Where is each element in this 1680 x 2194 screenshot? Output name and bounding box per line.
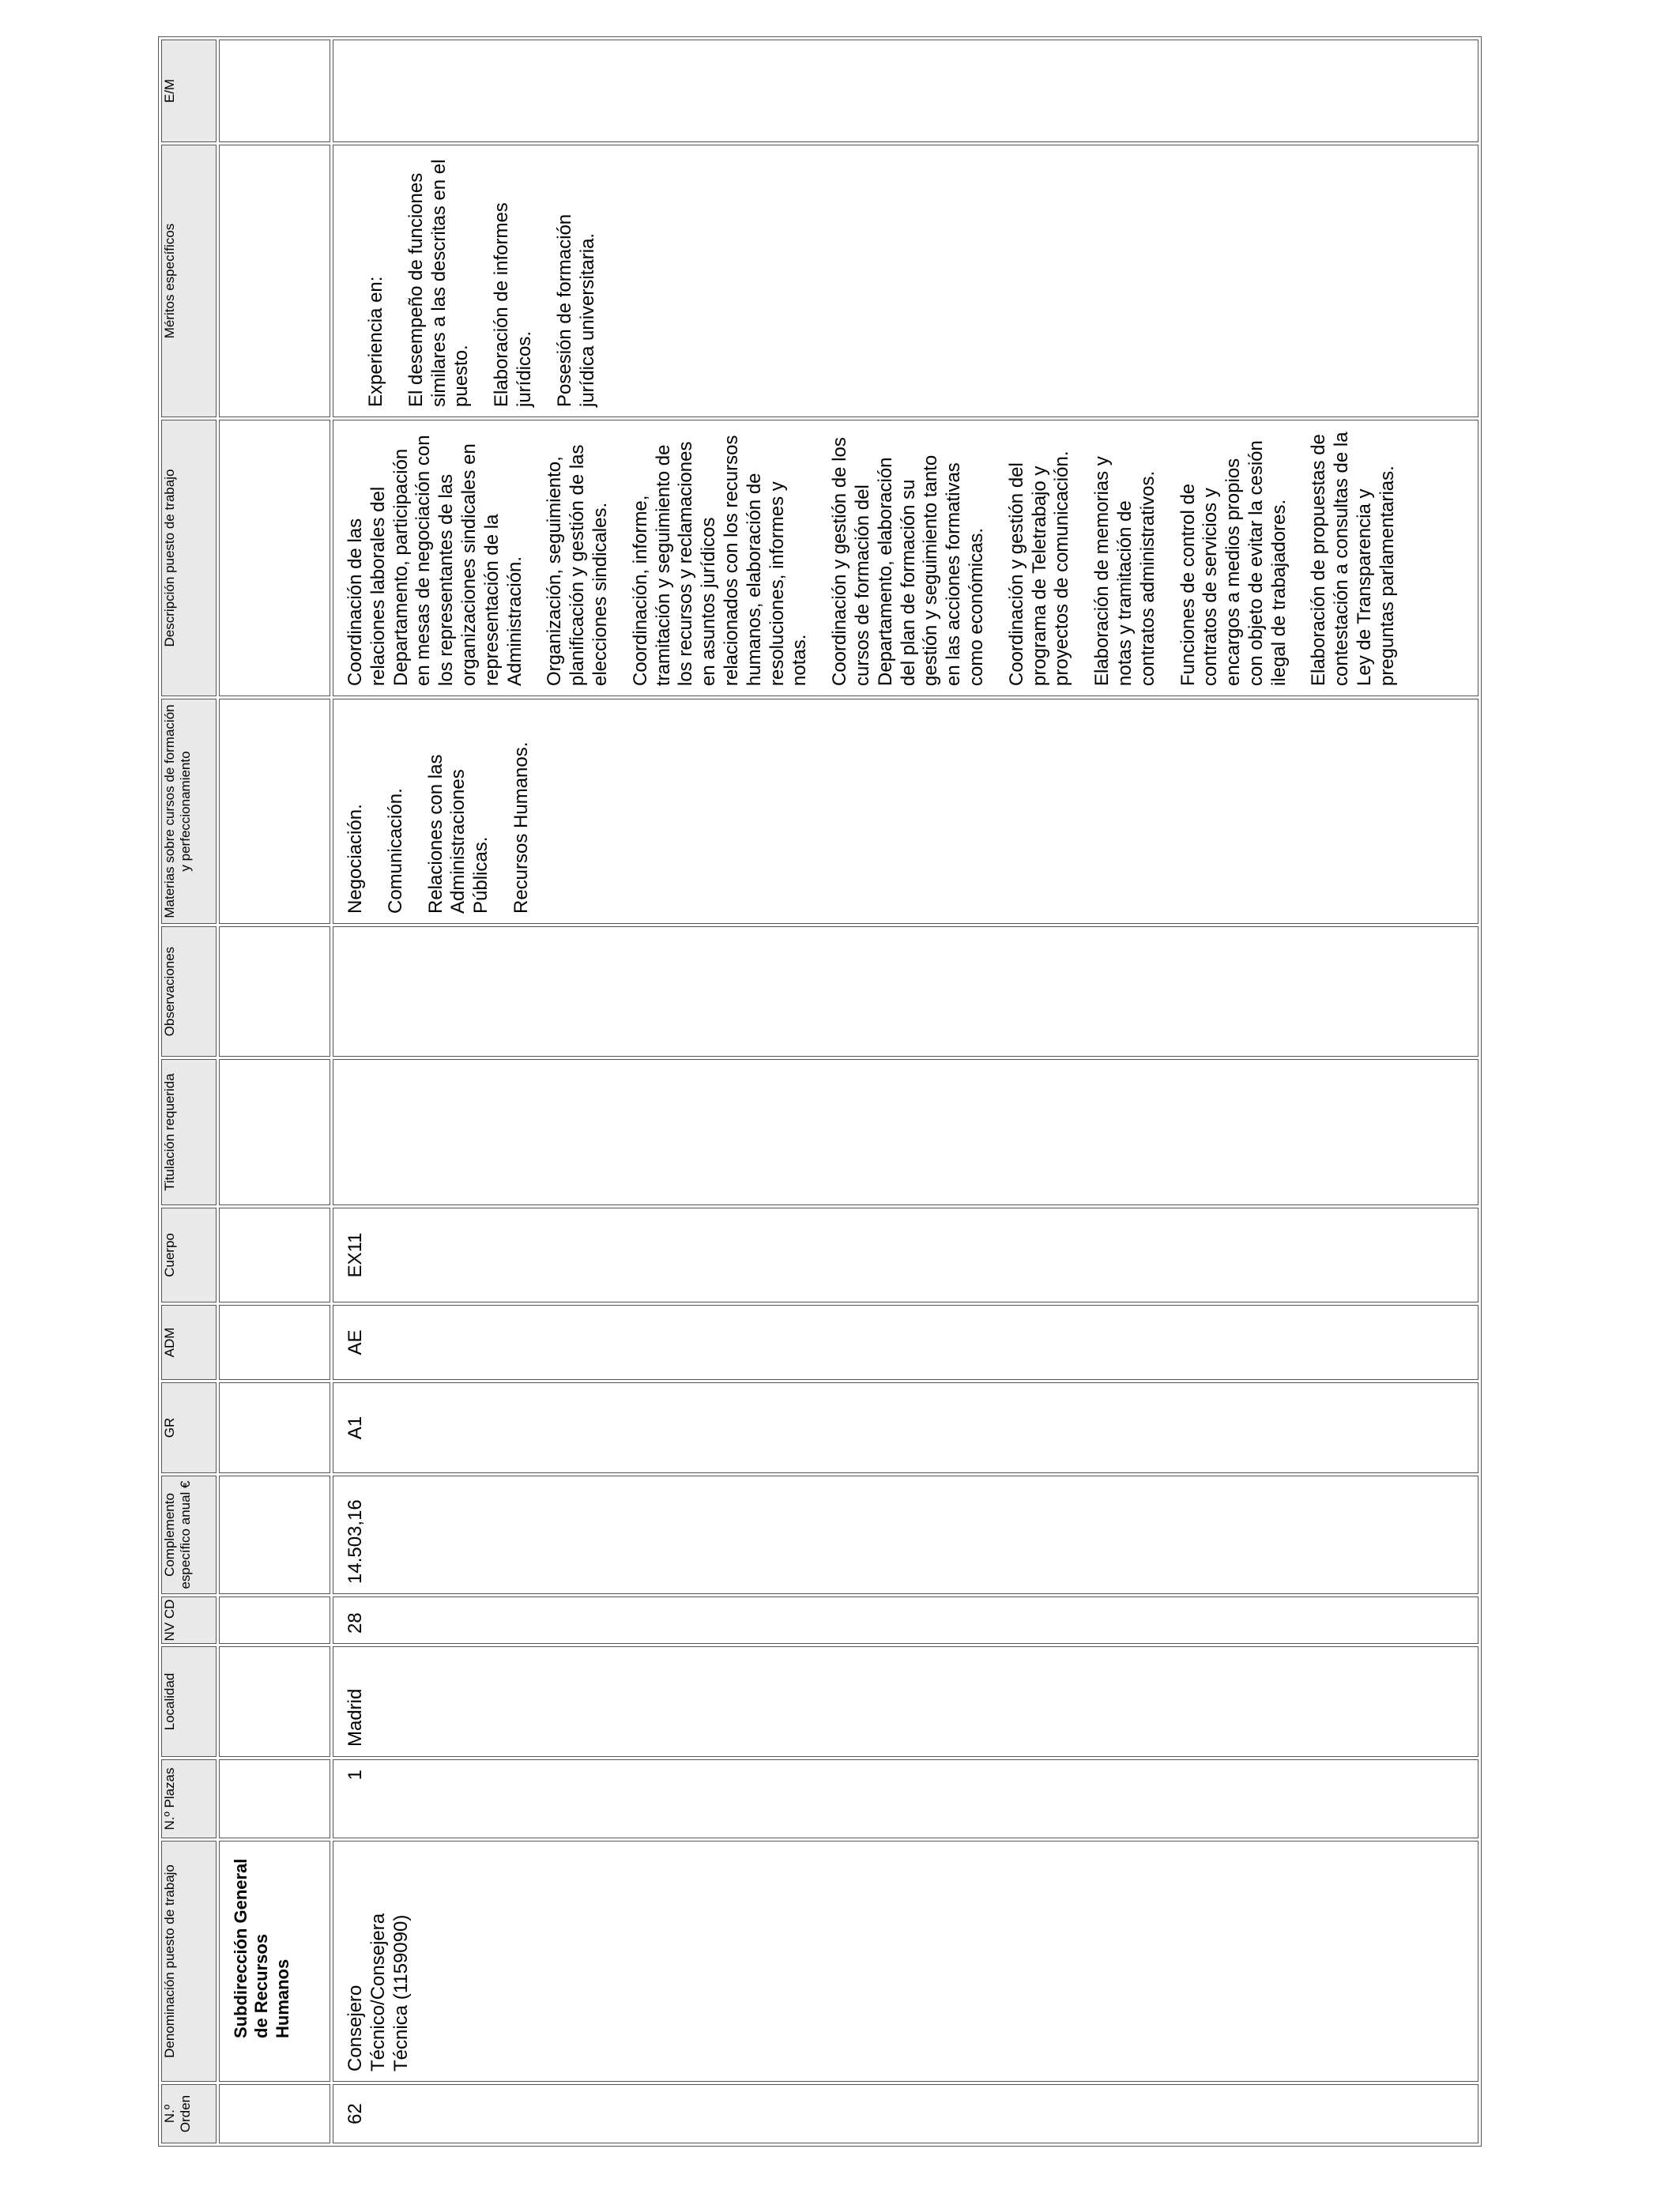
blank-cell [219,1059,330,1205]
header-materias: Materias sobre cursos de formación y perfeccionamiento [161,699,217,924]
header-meritos: Méritos específicos [161,145,217,417]
header-orden: N.º Orden [161,2084,217,2143]
descripcion-item: Coordinación de las relaciones laborales del Departamento, participación en mesas de negociación con los representantes de las organizaciones sindicales en representación de la Administración. [345,435,525,686]
section-row [219,40,330,2143]
materia-item: Recursos Humanos. [510,741,532,914]
cell-complemento: 14.503,16 [333,1476,1478,1594]
descripcion-item: Elaboración de memorias y notas y tramitación de contratos administrativos. [1091,456,1158,686]
descripcion-item: Coordinación y gestión de los cursos de formación del Departamento, elaboración del plan de formación su gestión y seguimiento tanto en las acciones formativas como económicas. [829,437,987,686]
cell-adm: AE [333,1305,1478,1380]
blank-cell [219,1382,330,1473]
materia-item: Relaciones con las Administraciones Públicas. [424,754,492,914]
header-plazas: N.º Plazas [161,1759,217,1838]
blank-cell [219,1476,330,1594]
job-positions-table [158,36,1482,2147]
blank-cell [219,145,330,417]
blank-cell [219,1305,330,1380]
merito-item: El desempeño de funciones similares a las descritas en el puesto. [405,159,473,407]
header-localidad: Localidad [161,1646,217,1757]
cell-cuerpo: EX11 [333,1208,1478,1302]
cell-titulacion [333,1059,1478,1205]
merito-item: Experiencia en: [365,276,386,407]
cell-meritos [333,145,1478,417]
header-em: E/M [161,40,217,142]
blank-cell [219,1759,330,1838]
blank-cell [219,1596,330,1644]
descripcion-item: Coordinación y gestión del programa de Teletrabajo y proyectos de comunicación. [1005,450,1073,686]
section-title: Subdirección General de Recursos Humanos [219,1841,330,2082]
blank-cell [219,1208,330,1302]
descripcion-item: Organización, seguimiento, planificación y gestión de las elecciones sindicales. [544,444,611,686]
blank-cell [219,699,330,924]
cell-plazas: 1 [333,1759,1478,1838]
descripcion-item: Coordinación, informe, tramitación y seguimiento de los recursos y reclamaciones en asuntos jurídicos relacionados con los recursos humanos, elaboración de resoluciones, informes y notas. [629,435,811,686]
header-row [161,40,217,2143]
header-complemento: Complemento específico anual € [161,1476,217,1594]
header-titulacion: Titulación requerida [161,1059,217,1205]
header-denominacion: Denominación puesto de trabajo [161,1841,217,2082]
descripcion-item: Funciones de control de contratos de servicios y encargos a medios propios con objeto de evitar la cesión ilegal de trabajadores. [1177,440,1290,686]
blank-cell [219,926,330,1057]
blank-cell [219,1646,330,1757]
cell-em [333,40,1478,142]
merito-item: Posesión de formación jurídica universitaria. [553,213,598,407]
cell-materias [333,699,1478,924]
cell-observaciones [333,926,1478,1057]
header-nivel: NV CD [161,1596,217,1644]
cell-grupo: A1 [333,1382,1478,1473]
cell-localidad: Madrid [333,1646,1478,1757]
header-adm: ADM [161,1305,217,1380]
cell-nivel: 28 [333,1596,1478,1644]
descripcion-item: Elaboración de propuestas de contestación a consultas de la Ley de Transparencia y preguntas parlamentarias. [1308,432,1398,686]
cell-descripcion [333,420,1478,696]
table-row [333,40,1478,2143]
blank-cell [219,420,330,696]
merito-item: Elaboración de informes jurídicos. [491,202,535,407]
header-cuerpo: Cuerpo [161,1208,217,1302]
materia-item: Comunicación. [384,788,406,914]
header-descripcion: Descripción puesto de trabajo [161,420,217,696]
cell-denominacion: Consejero Técnico/Consejera Técnica (1159090) [333,1841,1478,2082]
section-blank-cell [219,2084,330,2143]
cell-orden: 62 [333,2084,1478,2143]
header-observaciones: Observaciones [161,926,217,1057]
materia-item: Negociación. [345,804,366,914]
header-grupo: GR [161,1382,217,1473]
blank-cell [219,40,330,142]
